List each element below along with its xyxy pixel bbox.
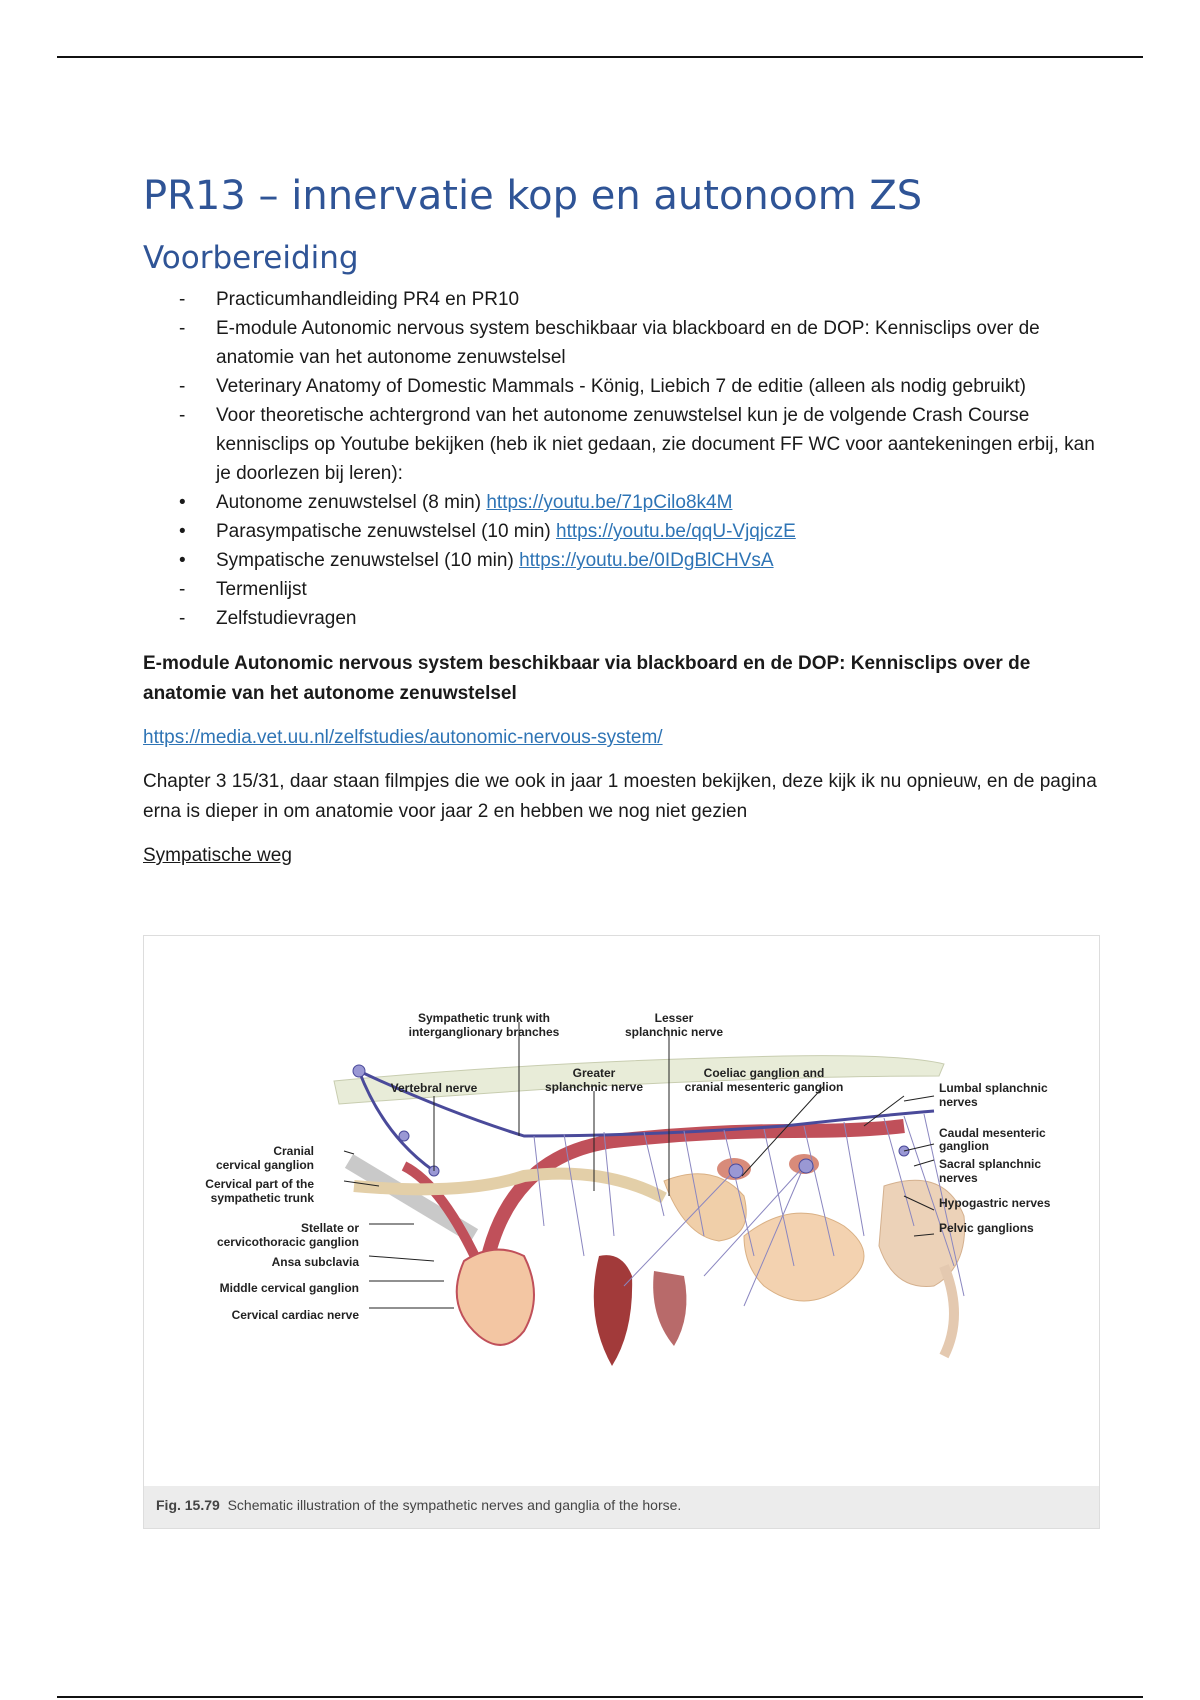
label-hypogastric: Hypogastric nerves xyxy=(939,1196,1051,1210)
caption-text: Schematic illustration of the sympathetic nerves and ganglia of the horse. xyxy=(227,1497,682,1513)
list-bullet: - xyxy=(179,405,186,427)
list-bullet: • xyxy=(179,492,186,514)
list-bullet: - xyxy=(179,579,186,601)
emodule-link[interactable]: https://media.vet.uu.nl/zelfstudies/autonomic-nervous-system/ xyxy=(143,727,663,749)
list-item xyxy=(143,604,1103,633)
list-item xyxy=(143,401,1103,488)
label-cervical-part-2: sympathetic trunk xyxy=(210,1191,314,1205)
list-item xyxy=(143,546,1103,575)
footer-rule xyxy=(57,1696,1143,1698)
list-item-text: Termenlijst xyxy=(216,579,307,601)
label-lumbal-2: nerves xyxy=(939,1095,978,1109)
label-sacral: Sacral splanchnic xyxy=(939,1157,1042,1171)
label-greater: Greater xyxy=(572,1066,616,1080)
label-cranial: Cranial xyxy=(273,1144,314,1158)
label-coeliac-2: cranial mesenteric ganglion xyxy=(684,1080,844,1094)
label-sacral-2: nerves xyxy=(939,1171,978,1185)
spleen-shape xyxy=(653,1271,686,1346)
intestine-shape xyxy=(744,1213,864,1301)
label-cranial-2: cervical ganglion xyxy=(215,1158,314,1172)
video-link-sympatische[interactable]: https://youtu.be/0IDgBlCHVsA xyxy=(519,550,774,572)
list-item xyxy=(143,372,1103,401)
list-bullet: • xyxy=(179,550,186,572)
label-ansa: Ansa subclavia xyxy=(271,1255,359,1269)
label-cervical-part: Cervical part of the xyxy=(205,1177,314,1191)
chapter-text: Chapter 3 15/31, daar staan filmpjes die we ook in jaar 1 moesten bekijken, deze kijk ik nu opnieuw, en de pagina erna is dieper in om anatomie voor jaar 2 en hebben we nog niet gezien xyxy=(143,771,1097,823)
label-vertebral: Vertebral nerve xyxy=(390,1081,478,1095)
list-item xyxy=(143,285,1103,314)
list-item-text: Practicumhandleiding PR4 en PR10 xyxy=(216,289,520,311)
label-stellate-2: cervicothoracic ganglion xyxy=(216,1235,359,1249)
heart-shape xyxy=(457,1250,534,1345)
label-greater-2: splanchnic nerve xyxy=(544,1080,644,1094)
label-coeliac: Coeliac ganglion and xyxy=(703,1066,825,1080)
list-bullet: - xyxy=(179,608,186,630)
list-bullet: • xyxy=(179,521,186,543)
list-item-text: E-module Autonomic nervous system beschikbaar via blackboard en de DOP: Kennisclips over de anatomie van het autonome zenuwstelsel xyxy=(216,318,1040,369)
list-item-text: Voor theoretische achtergrond van het autonome zenuwstelsel kun je de volgende Crash Course kennisclips op Youtube bekijken (heb ik niet gedaan, zie document FF WC voor aantekeningen erbij, kan je doorlezen bij leren): xyxy=(216,405,1095,485)
list-bullet: - xyxy=(179,318,186,340)
list-item xyxy=(143,314,1103,372)
section-heading: Voorbereiding xyxy=(143,240,359,276)
video-link-parasympatische[interactable]: https://youtu.be/qqU-VjqjczE xyxy=(556,521,796,543)
label-lumbal: Lumbal splanchnic xyxy=(939,1081,1048,1095)
caption-number: Fig. 15.79 xyxy=(156,1497,220,1513)
label-caudal: Caudal mesenteric xyxy=(939,1126,1046,1140)
sympathetic-figure xyxy=(143,935,1100,1529)
list-item-text: Sympatische zenuwstelsel (10 min) xyxy=(216,550,520,572)
list-item-text: Veterinary Anatomy of Domestic Mammals - König, Liebich 7 de editie (alleen als nodig gebruikt) xyxy=(216,376,1027,398)
emodule-heading: E-module Autonomic nervous system beschikbaar via blackboard en de DOP: Kennisclips over de anatomie van het autonome zenuwstelsel xyxy=(143,653,1031,705)
label-cardiac: Cervical cardiac nerve xyxy=(231,1308,359,1322)
label-caudal-2: ganglion xyxy=(939,1139,989,1153)
list-item-text: Parasympatische zenuwstelsel (10 min) xyxy=(216,521,557,543)
list-item-text: Autonome zenuwstelsel (8 min) xyxy=(216,492,487,514)
figure-caption xyxy=(144,1486,1099,1528)
list-bullet: - xyxy=(179,289,186,311)
list-item xyxy=(143,488,1103,517)
header-rule xyxy=(57,56,1143,58)
liver-shape xyxy=(594,1255,632,1366)
label-trunk-2: interganglionary branches xyxy=(408,1025,560,1039)
list-item xyxy=(143,575,1103,604)
document-body xyxy=(143,172,1103,871)
label-trunk: Sympathetic trunk with xyxy=(417,1011,551,1025)
label-lesser-2: splanchnic nerve xyxy=(624,1025,724,1039)
sympathetic-section-label: Sympatische weg xyxy=(143,845,292,867)
list-item-text: Zelfstudievragen xyxy=(216,608,357,630)
sympathetic-illustration xyxy=(144,936,1099,1486)
rectum-shape xyxy=(944,1266,954,1356)
label-middle: Middle cervical ganglion xyxy=(219,1281,359,1295)
video-link-autonome[interactable]: https://youtu.be/71pCilo8k4M xyxy=(486,492,733,514)
preparation-list xyxy=(143,285,1103,633)
label-stellate: Stellate or xyxy=(300,1221,359,1235)
label-pelvic: Pelvic ganglions xyxy=(939,1221,1034,1235)
page-title: PR13 – innervatie kop en autonoom ZS xyxy=(143,173,923,219)
list-item xyxy=(143,517,1103,546)
label-lesser: Lesser xyxy=(654,1011,694,1025)
list-bullet: - xyxy=(179,376,186,398)
